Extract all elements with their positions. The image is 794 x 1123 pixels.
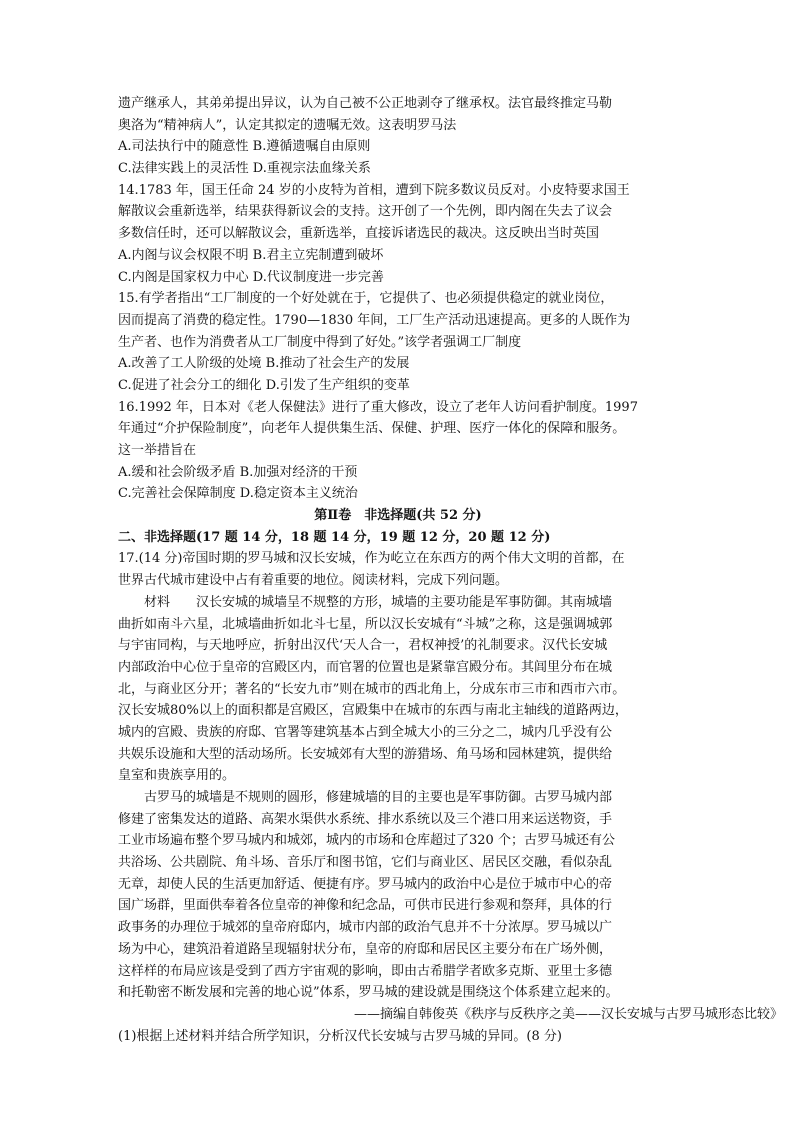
text-line: 内部政治中心位于皇帝的宫殿区内，而官署的位置也是紧靠宫殿分布。其闾里分布在城 <box>118 659 613 675</box>
text-line: 多数信任时，还可以解散议会，重新选举，直接诉诸选民的裁决。这反映出当时英国 <box>118 226 600 242</box>
text-line: 这一举措旨在 <box>118 443 197 458</box>
text-line: 和托勒密不断发展和完善的地心说”体系，罗马城的建设就是围绕这个体系建立起来的。 <box>118 985 619 1001</box>
question-17-part-1: (1)根据上述材料并结合所学知识，分析汉代长安城与古罗马城的异同。(8 分) <box>118 1028 562 1044</box>
material-paragraph-1 <box>118 592 678 787</box>
text-line: 14.1783 年，国王任命 24 岁的小皮特为首相，遭到下院多数议员反对。小皮特要求国王 <box>118 182 630 198</box>
text-line: 修建了密集发达的道路、高架水渠供水系统、排水系统以及三个港口用来运送物资，手 <box>118 811 613 827</box>
text-line: 15.有学者指出“工厂制度的一个好处就在于，它提供了、也必须提供稳定的就业岗位， <box>118 291 614 307</box>
exam-page <box>118 93 784 1047</box>
text-line: 年通过“介护保险制度”，向老年人提供集生活、保健、护理、医疗一体化的保障和服务。 <box>118 421 626 437</box>
text-line: 国广场群，里面供奉着各位皇帝的神像和纪念品，可供市民进行参观和祭拜，具体的行 <box>118 898 613 914</box>
text-line: 这样样的布局应该是受到了西方宇宙观的影响，即由古希腊学者欧多克斯、亚里士多德 <box>118 963 613 979</box>
text-line: C.法律实践上的灵活性 D.重视宗法血缘关系 <box>118 161 371 177</box>
text-line: 奥洛为“精神病人”，认定其拟定的遗嘱无效。这表明罗马法 <box>118 117 457 133</box>
text-line: 曲折如南斗六星，北城墙曲折如北斗七星，所以汉长安城有“斗城”之称，这是强调城郭 <box>118 616 613 632</box>
text-line: 遗产继承人，其弟弟提出异议，认为自己被不公正地剥夺了继承权。法官最终推定马勒 <box>118 96 613 111</box>
section-subtitle: 二、非选择题(17 题 14 分，18 题 14 分，19 题 12 分，20 题 12 分) <box>118 529 551 545</box>
text-line: A.缓和社会阶级矛盾 B.加强对经济的干预 <box>118 464 358 480</box>
text-line: 世界古代城市建设中占有着重要的地位。阅读材料，完成下列问题。 <box>118 573 509 589</box>
text-line: A.改善了工人阶级的处境 B.推动了社会生产的发展 <box>118 356 410 372</box>
text-line: 城内的宫殿、贵族的府邸、官署等建筑基本占到全城大小的三分之二，城内几乎没有公 <box>118 724 613 740</box>
text-line: 共浴场、公共剧院、角斗场、音乐厅和图书馆，它们与商业区、居民区交融，看似杂乱 <box>118 855 613 871</box>
text-line: 共娱乐设施和大型的活动场所。长安城郊有大型的游猎场、角马场和园林建筑，提供给 <box>118 746 613 762</box>
text-line: 材料 汉长安城的城墙呈不规整的方形，城墙的主要功能是军事防御。其南城墙 <box>144 594 613 610</box>
text-line: 北，与商业区分开；著名的“长安九市”则在城市的西北角上，分成东市三市和西市六市。 <box>118 681 626 697</box>
text-line: 古罗马的城墙是不规则的圆形，修建城墙的目的主要也是军事防御。古罗马城内部 <box>144 790 613 805</box>
text-line: C.完善社会保障制度 D.稳定资本主义统治 <box>118 486 358 502</box>
text-line: 政事务的办理位于城郊的皇帝府邸内，城市内部的政治气息并不十分浓厚。罗马城以广 <box>118 920 613 936</box>
question-17-intro <box>118 548 678 591</box>
text-line: 汉长安城80%以上的面积都是宫殿区，宫殿集中在城市的东西与南北主轴线的道路两边， <box>118 703 628 719</box>
text-line: 皇室和贵族享用的。 <box>118 768 236 784</box>
text-line: A.内阁与议会权限不明 B.君主立宪制遭到破坏 <box>118 247 384 263</box>
text-line: 无章，却使人民的生活更加舒适、便捷有序。罗马城内的政治中心是位于城市中心的帝 <box>118 876 613 892</box>
text-line: 场为中心，建筑沿着道路呈现辐射状分布，皇帝的府邸和居民区主要分布在广场外侧， <box>118 941 613 957</box>
text-line: 因而提高了消费的稳定性。1790—1830 年间，工厂生产活动迅速提高。更多的人既作为 <box>118 312 631 328</box>
text-line: 17.(14 分)帝国时期的罗马城和汉长安城，作为屹立在东西方的两个伟大文明的首都，在 <box>118 551 625 567</box>
text-line: 与宇宙同构，与天地呼应，折射出汉代‘天人合一，君权神授’的礼制要求。汉代长安城 <box>118 638 608 654</box>
material-source: ——摘编自韩俊英《秩序与反秩序之美——汉长安城与古罗马城形态比较》 <box>354 1006 784 1022</box>
text-line: 16.1992 年，日本对《老人保健法》进行了重大修改，设立了老年人访问看护制度。1997 <box>118 399 638 415</box>
text-line: C.促进了社会分工的细化 D.引发了生产组织的变革 <box>118 377 410 393</box>
text-line: 解散议会重新选举，结果获得新议会的支持。这开创了一个先例，即内阁在失去了议会 <box>118 204 613 220</box>
multiple-choice-section <box>118 93 678 505</box>
text-line: 生产者、也作为消费者从工厂制度中得到了好处。”该学者强调工厂制度 <box>118 334 522 350</box>
material-paragraph-2 <box>118 787 678 1004</box>
section-title: 第Ⅱ卷 非选择题(共 52 分) <box>314 508 482 524</box>
text-line: A.司法执行中的随意性 B.遵循遗嘱自由原则 <box>118 139 371 155</box>
text-line: C.内阁是国家权力中心 D.代议制度进一步完善 <box>118 269 384 285</box>
text-line: 工业市场遍布整个罗马城内和城郊，城内的市场和仓库超过了320 个；古罗马城还有公 <box>118 833 615 849</box>
